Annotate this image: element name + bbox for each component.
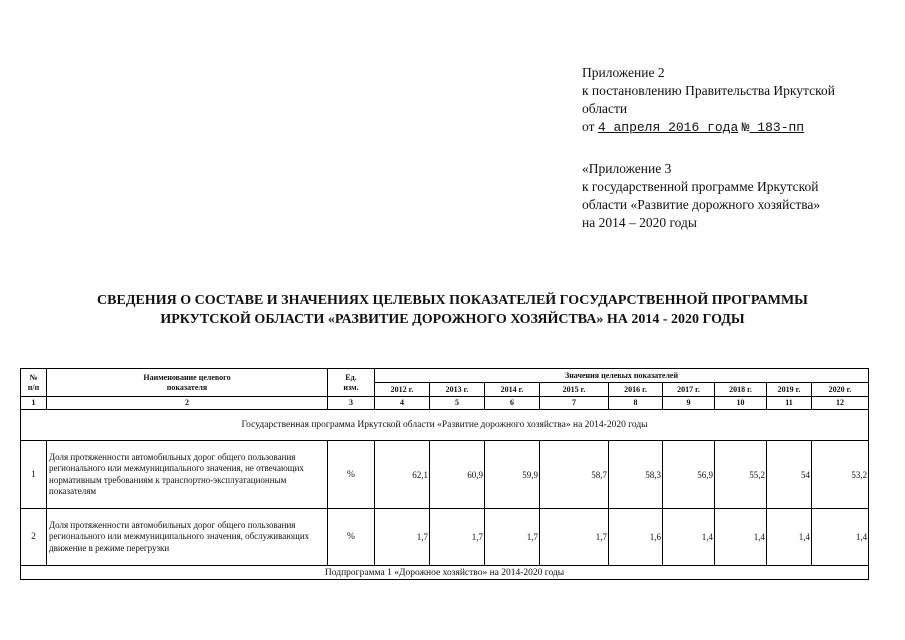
indicator-name: Доля протяженности автомобильных дорог общего пользования регионального или межмуниципального значения, обслуживающих движение в режиме перегрузки xyxy=(47,509,328,566)
header-indicator-name xyxy=(47,369,328,397)
annex-2-date-prefix: от xyxy=(582,119,595,134)
header-year: 2018 г. xyxy=(715,383,767,397)
annex-3-title-line: области «Развитие дорожного хозяйства» xyxy=(582,197,821,212)
indicator-name: Доля протяженности автомобильных дорог общего пользования регионального или межмуниципального значения, не отвечающих нормативным требованиям к транспортно-эксплуатационным показателям xyxy=(47,441,328,509)
annex-3-label: «Приложение 3 xyxy=(582,161,672,176)
program-section-row xyxy=(21,410,869,441)
header-year: 2016 г. xyxy=(609,383,663,397)
row-number: 2 xyxy=(21,509,47,566)
annex-2-number: 183-пп xyxy=(749,120,805,135)
column-number: 9 xyxy=(663,397,715,410)
indicator-value: 1,4 xyxy=(663,509,715,566)
indicator-value: 1,4 xyxy=(767,509,812,566)
annex-2-date-line xyxy=(582,118,835,137)
row-number: 1 xyxy=(21,441,47,509)
indicator-value: 58,3 xyxy=(609,441,663,509)
annex-3-header xyxy=(582,160,820,232)
indicator-value: 1,6 xyxy=(609,509,663,566)
header-number xyxy=(21,369,47,397)
scan-edge-artifact xyxy=(0,636,100,640)
indicator-value: 53,2 xyxy=(812,441,869,509)
subprogram-section-row xyxy=(21,566,869,580)
document-title xyxy=(0,291,905,329)
annex-2-number-sign: № xyxy=(741,120,750,135)
indicator-value: 1,7 xyxy=(485,509,540,566)
indicators-table xyxy=(20,368,869,580)
column-number: 11 xyxy=(767,397,812,410)
header-year: 2014 г. xyxy=(485,383,540,397)
header-number-line-1: № xyxy=(29,372,38,382)
column-number: 1 xyxy=(21,397,47,410)
column-number: 2 xyxy=(47,397,328,410)
indicator-value: 1,7 xyxy=(540,509,609,566)
indicator-value: 60,9 xyxy=(430,441,485,509)
annex-3-years-line: на 2014 – 2020 годы xyxy=(582,215,697,230)
column-number: 5 xyxy=(430,397,485,410)
program-section-title: Государственная программа Иркутской области «Развитие дорожного хозяйства» на 2014-2020 годы xyxy=(21,410,869,441)
indicator-value: 1,4 xyxy=(715,509,767,566)
header-unit-line-1: Ед. xyxy=(345,372,357,382)
header-indicator-name-line-1: Наименование целевого xyxy=(143,372,231,382)
indicator-unit: % xyxy=(328,441,375,509)
indicator-value: 54 xyxy=(767,441,812,509)
table-row xyxy=(21,441,869,509)
header-year: 2019 г. xyxy=(767,383,812,397)
annex-2-region-line: области xyxy=(582,101,628,116)
indicator-value: 1,7 xyxy=(375,509,430,566)
indicator-unit: % xyxy=(328,509,375,566)
header-year: 2015 г. xyxy=(540,383,609,397)
annex-3-program-line: к государственной программе Иркутской xyxy=(582,179,819,194)
header-unit xyxy=(328,369,375,397)
header-year: 2012 г. xyxy=(375,383,430,397)
annex-2-resolution-line: к постановлению Правительства Иркутской xyxy=(582,83,835,98)
column-number: 3 xyxy=(328,397,375,410)
header-values-group: Значения целевых показателей xyxy=(375,369,869,383)
column-numbers-row xyxy=(21,397,869,410)
document-title-line-1: СВЕДЕНИЯ О СОСТАВЕ И ЗНАЧЕНИЯХ ЦЕЛЕВЫХ ПОКАЗАТЕЛЕЙ ГОСУДАРСТВЕННОЙ ПРОГРАММЫ xyxy=(97,293,808,308)
indicator-value: 1,4 xyxy=(812,509,869,566)
annex-2-header xyxy=(582,64,835,137)
header-year: 2017 г. xyxy=(663,383,715,397)
column-number: 8 xyxy=(609,397,663,410)
column-number: 4 xyxy=(375,397,430,410)
indicator-value: 1,7 xyxy=(430,509,485,566)
indicator-value: 55,2 xyxy=(715,441,767,509)
annex-2-date: 4 апреля 2016 года xyxy=(597,120,739,135)
header-year: 2013 г. xyxy=(430,383,485,397)
header-year: 2020 г. xyxy=(812,383,869,397)
table-row xyxy=(21,509,869,566)
header-indicator-name-line-2: показателя xyxy=(166,382,208,392)
column-number: 10 xyxy=(715,397,767,410)
header-unit-line-2: изм. xyxy=(343,382,359,392)
column-number: 6 xyxy=(485,397,540,410)
indicator-value: 56,9 xyxy=(663,441,715,509)
indicator-value: 58,7 xyxy=(540,441,609,509)
header-number-line-2: п/п xyxy=(27,382,40,392)
document-title-line-2: ИРКУТСКОЙ ОБЛАСТИ «РАЗВИТИЕ ДОРОЖНОГО ХОЗЯЙСТВА» НА 2014 - 2020 ГОДЫ xyxy=(160,312,745,327)
annex-2-label: Приложение 2 xyxy=(582,65,665,80)
indicator-value: 62,1 xyxy=(375,441,430,509)
column-number: 12 xyxy=(812,397,869,410)
subprogram-section-title: Подпрограмма 1 «Дорожное хозяйство» на 2014-2020 годы xyxy=(21,566,869,580)
indicator-value: 59,9 xyxy=(485,441,540,509)
column-number: 7 xyxy=(540,397,609,410)
